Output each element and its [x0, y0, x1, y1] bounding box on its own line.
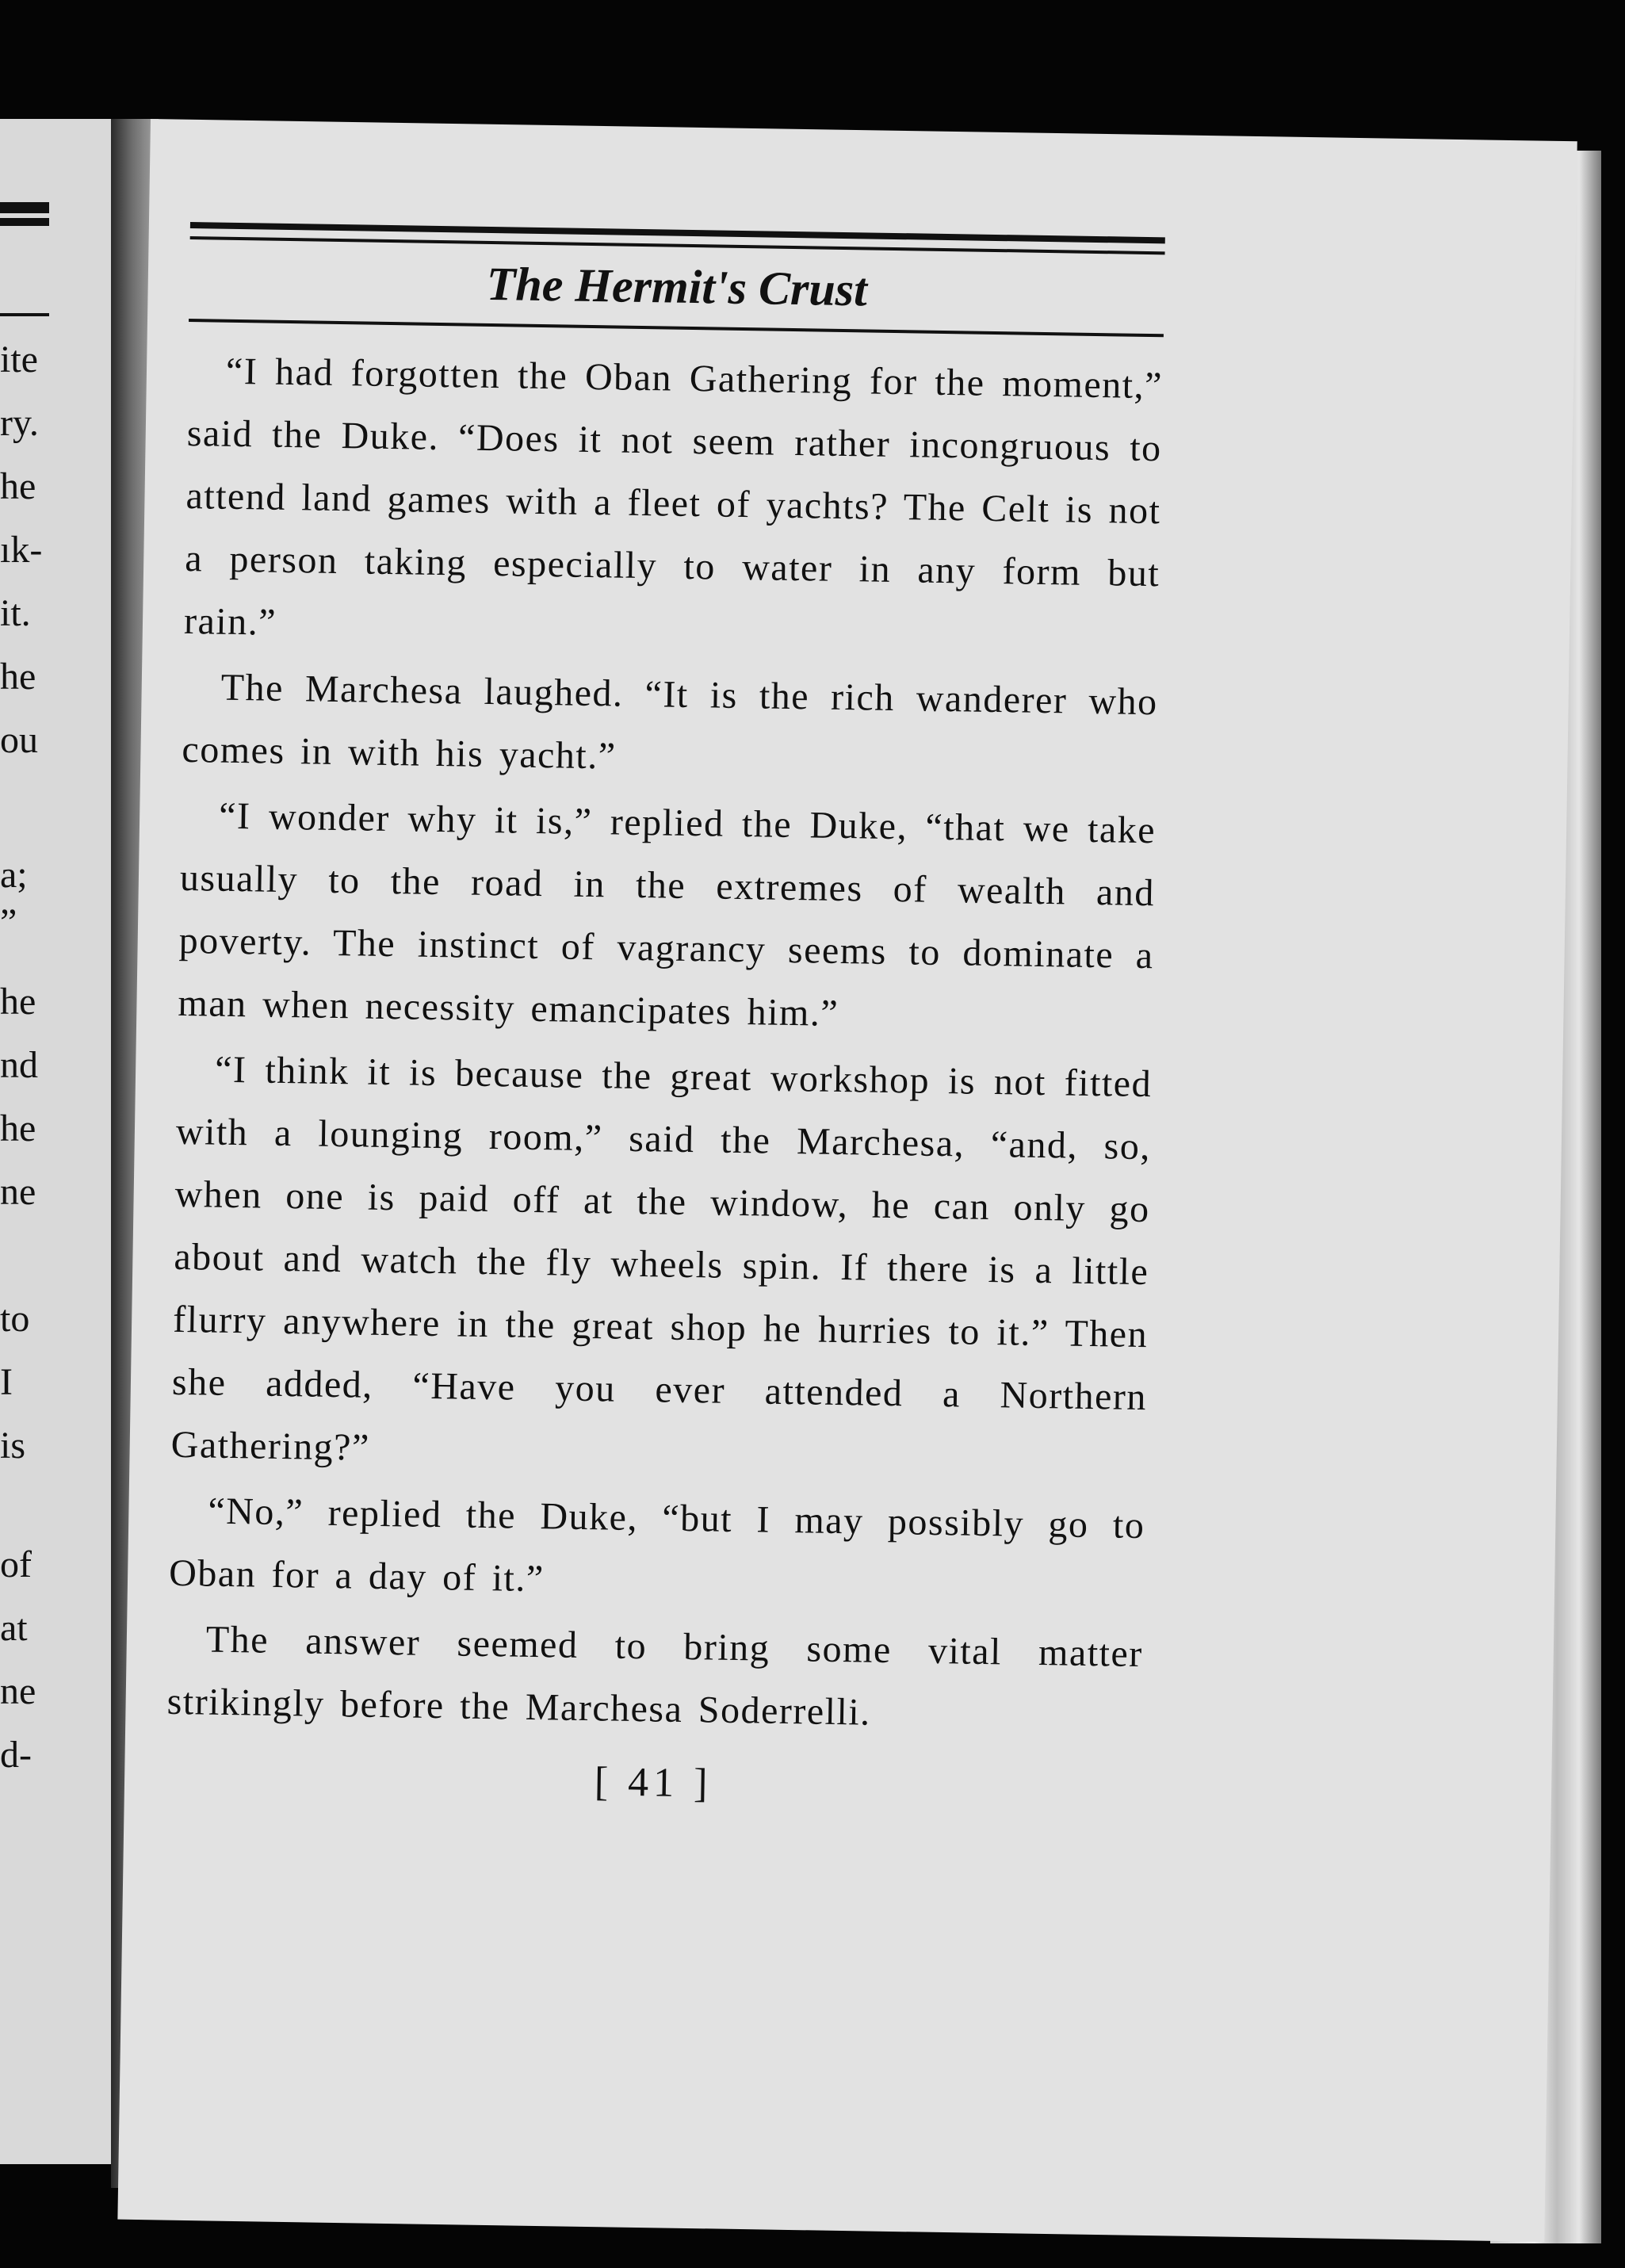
facing-page-fragment: ou — [0, 719, 38, 761]
facing-page-fragment: nd — [0, 1044, 38, 1086]
facing-page-fragment: ” — [0, 901, 17, 943]
paragraph: “I had forgotten the Oban Gathering for the moment,” said the Duke. “Does it not seem rather incongruous to attend land games with a fleet of yachts? The Celt is not a person taking especially to water in any form but rain.” — [183, 350, 1164, 644]
facing-page-fragment: is — [0, 1425, 26, 1467]
paragraph: “I think it is because the great workshop is not fitted with a lounging room,” said the Marchesa, “and, so, when one is paid off at the window, he can only go about and watch the fly wheels spin. If there is a little flurry anywhere in the great shop he hurries to it.” Then she added, “Have you ever attended a Northern Gathering?” — [170, 1048, 1153, 1469]
facing-page-fragment: of — [0, 1543, 32, 1585]
facing-page-rule — [0, 202, 49, 213]
paragraph: “I wonder why it is,” replied the Duke, “that we take usually to the road in the extremes of wealth and poverty. The instinct of vagrancy seems to dominate a man when necessity emancipates him.” — [178, 794, 1157, 1035]
facing-page-fragment: it. — [0, 592, 31, 634]
facing-page-fragment: he — [0, 656, 36, 698]
paragraph: “No,” replied the Duke, “but I may possibly go to Oban for a day of it.” — [168, 1490, 1145, 1601]
running-head: The Hermit's Crust — [486, 257, 868, 316]
facing-page-fragment: ry. — [0, 402, 39, 444]
paragraph: The answer seemed to bring some vital matter strikingly before the Marchesa Soderrelli. — [166, 1618, 1144, 1734]
facing-page-rule — [0, 313, 49, 316]
facing-page-fragment: ne — [0, 1670, 36, 1712]
page-number: [ 41 ] — [594, 1759, 713, 1807]
facing-page-rule — [0, 218, 49, 226]
facing-page-fragment: I — [0, 1361, 13, 1403]
page-content — [166, 222, 1165, 1814]
facing-page-fragment: a; — [0, 854, 28, 896]
facing-page-fragment: he — [0, 465, 36, 507]
facing-page-fragment: he — [0, 981, 36, 1023]
facing-page-fragment: ık- — [0, 529, 43, 571]
facing-page-fragment: to — [0, 1298, 30, 1340]
facing-page-fragment: ite — [0, 338, 38, 381]
facing-page-fragment: d- — [0, 1734, 32, 1776]
facing-page-fragment: ne — [0, 1171, 36, 1213]
facing-page-fragment: at — [0, 1607, 28, 1649]
header-rule — [189, 319, 1164, 337]
facing-page — [0, 119, 119, 2164]
facing-page-fragment: he — [0, 1107, 36, 1149]
paragraph: The Marchesa laughed. “It is the rich wanderer who comes in with his yacht.” — [182, 666, 1159, 778]
